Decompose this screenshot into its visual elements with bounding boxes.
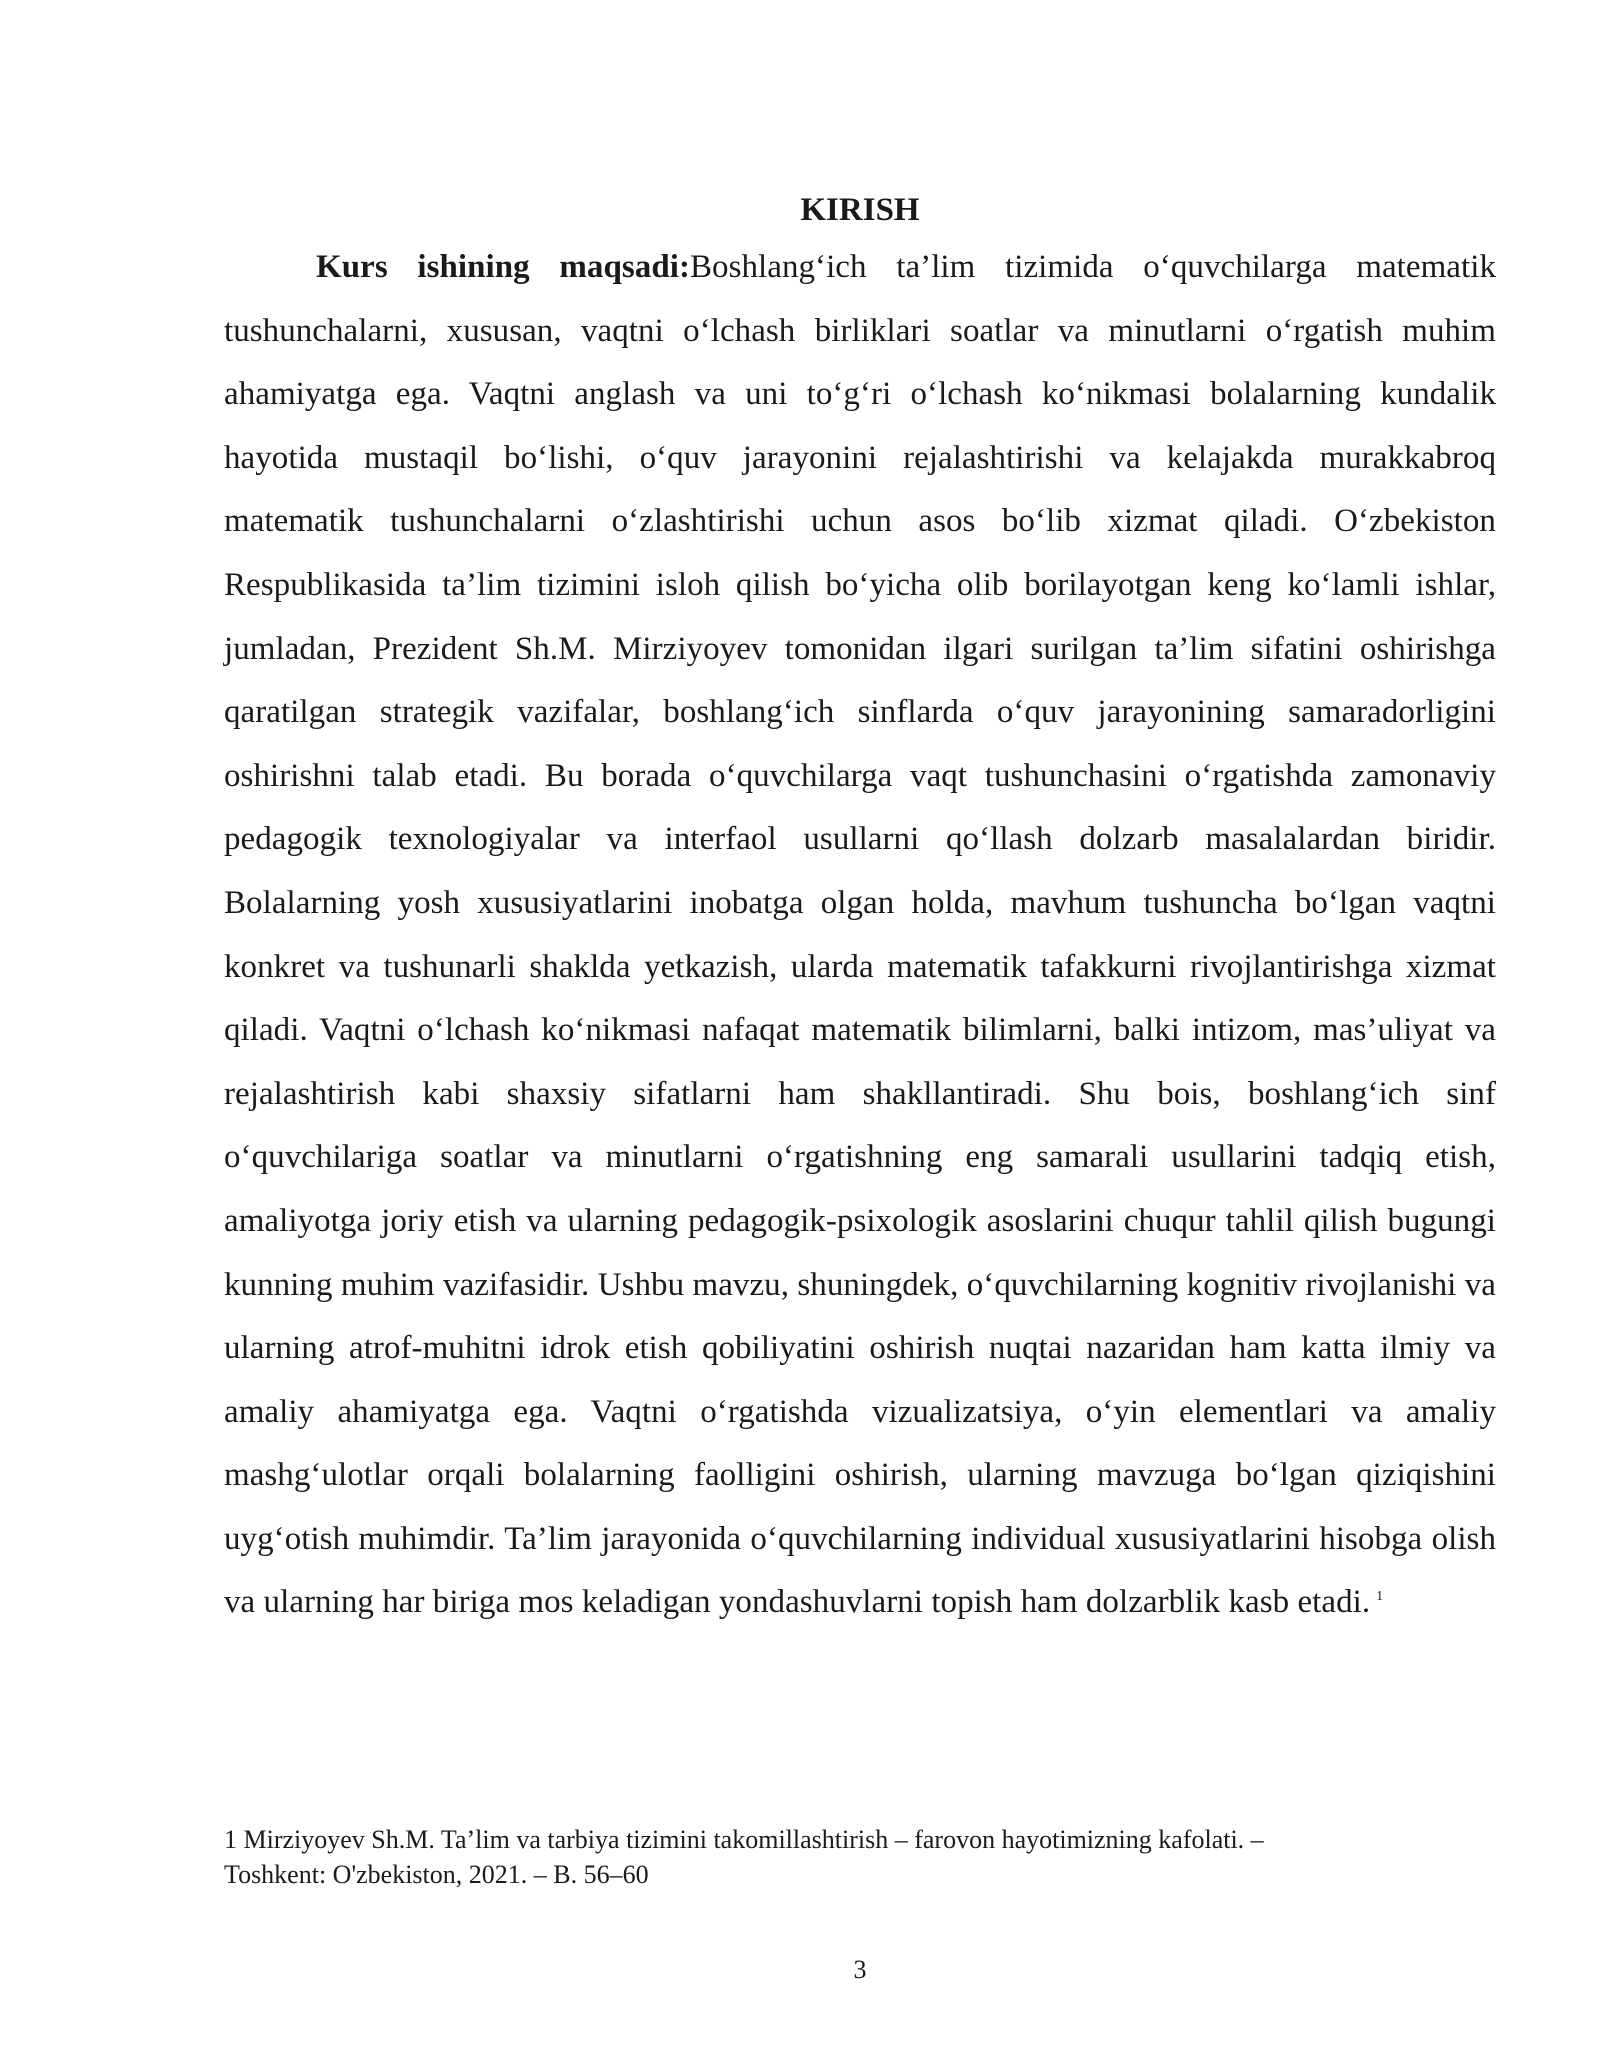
footnote-line-1: 1 Mirziyoyev Sh.M. Ta’lim va tarbiya tizimini takomillashtirish – farovon hayotimizning kafolati. – (224, 1825, 1264, 1854)
page-number: 3 (853, 1955, 867, 1984)
intro-paragraph (224, 236, 1496, 1635)
paragraph-lead: Kurs ishining maqsadi: (316, 249, 690, 285)
footnote-reference[interactable]: 1 (1376, 1589, 1384, 1605)
heading-container (224, 186, 1496, 234)
paragraph-text: Boshlang‘ich ta’lim tizimida o‘quvchilarga matematik tushunchalarni, xususan, vaqtni o‘lchash birliklari soatlar va minutlarni o‘rgatish muhim ahamiyatga ega. Vaqtni anglash va uni to‘g‘ri o‘lchash ko‘nikmasi bolalarning kundalik hayotida mustaqil bo‘lishi, o‘quv jarayonini rejalashtirishi va kelajakda murakkabroq matematik tushunchalarni o‘zlashtirishi uchun asos bo‘lib xizmat qiladi. O‘zbekiston Respublikasida ta’lim tizimini isloh qilish bo‘yicha olib borilayotgan keng ko‘lamli ishlar, jumladan, Prezident Sh.M. Mirziyoyev tomonidan ilgari surilgan ta’lim sifatini oshirishga qaratilgan strategik vazifalar, boshlang‘ich sinflarda o‘quv jarayonining samaradorligini oshirishni talab etadi. Bu borada o‘quvchilarga vaqt tushunchasini o‘rgatishda zamonaviy pedagogik texnologiyalar va interfaol usullarni qo‘llash dolzarb masalalardan biridir. Bolalarning yosh xususiyatlarini inobatga olgan holda, mavhum tushuncha bo‘lgan vaqtni konkret va tushunarli shaklda yetkazish, ularda matematik tafakkurni rivojlantirishga xizmat qiladi. Vaqtni o‘lchash ko‘nikmasi nafaqat matematik bilimlarni, balki intizom, mas’uliyat va rejalashtirish kabi shaxsiy sifatlarni ham shakllantiradi. Shu bois, boshlang‘ich sinf o‘quvchilariga soatlar va minutlarni o‘rgatishning eng samarali usullarini tadqiq etish, amaliyotga joriy etish va ularning pedagogik-psixologik asoslarini chuqur tahlil qilish bugungi kunning muhim vazifasidir. Ushbu mavzu, shuningdek, o‘quvchilarning kognitiv rivojlanishi va ularning atrof-muhitni idrok etish qobiliyatini oshirish nuqtai nazaridan ham katta ilmiy va amaliy ahamiyatga ega. Vaqtni o‘rgatishda vizualizatsiya, o‘yin elementlari va amaliy mashg‘ulotlar orqali bolalarning faolligini oshirish, ularning mavzuga bo‘lgan qiziqishini uyg‘otish muhimdir. Ta’lim jarayonida o‘quvchilarning individual xususiyatlarini hisobga olish va ularning har biriga mos keladigan yondashuvlarni topish ham dolzarblik kasb etadi. (224, 249, 1496, 1621)
section-heading: KIRISH (800, 192, 920, 228)
footnote (224, 1822, 1404, 1892)
footnote-line-2: Toshkent: O'zbekiston, 2021. – B. 56–60 (224, 1860, 649, 1889)
